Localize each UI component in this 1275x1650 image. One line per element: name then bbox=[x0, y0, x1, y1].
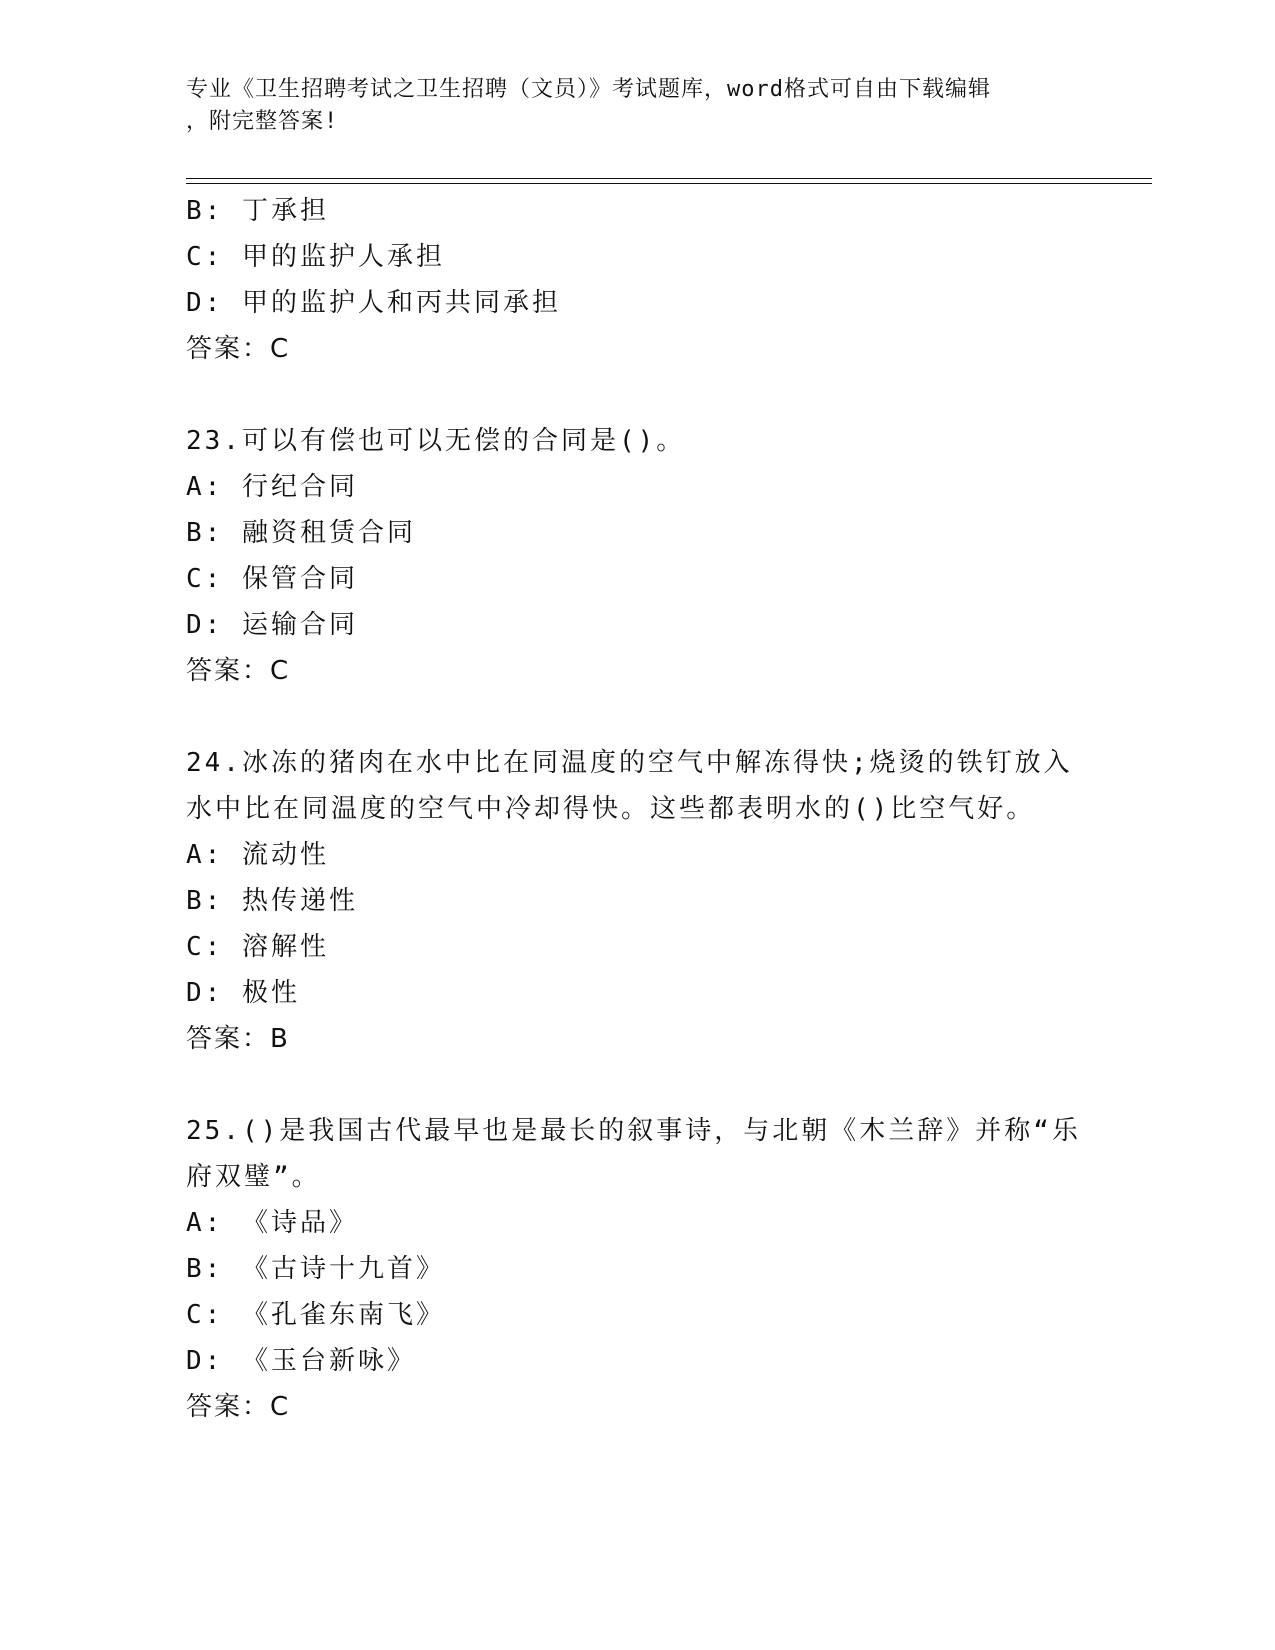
answer: 答案：B bbox=[186, 1024, 290, 1054]
option-d: D: 极性 bbox=[186, 978, 300, 1008]
question-25 bbox=[186, 1108, 1106, 1430]
question-stem: 23.可以有偿也可以无偿的合同是()。 bbox=[186, 426, 686, 456]
option-c: C: 保管合同 bbox=[186, 564, 358, 594]
question-stem-line-2: 府双璧”。 bbox=[186, 1162, 321, 1192]
option-a: A: 《诗品》 bbox=[186, 1208, 358, 1238]
page-header bbox=[186, 74, 1086, 138]
option-c: C: 《孔雀东南飞》 bbox=[186, 1300, 445, 1330]
option-b: B: 融资租赁合同 bbox=[186, 518, 416, 548]
option-b: B: 《古诗十九首》 bbox=[186, 1254, 445, 1284]
question-stem-line-2: 水中比在同温度的空气中冷却得快。这些都表明水的()比空气好。 bbox=[186, 794, 1036, 824]
question-23 bbox=[186, 418, 1106, 694]
option-a: A: 行纪合同 bbox=[186, 472, 358, 502]
question-22-partial bbox=[186, 188, 1106, 372]
header-divider-top bbox=[186, 178, 1152, 179]
answer: 答案：C bbox=[186, 334, 291, 364]
question-stem-line-1: 24.冰冻的猪肉在水中比在同温度的空气中解冻得快;烧烫的铁钉放入 bbox=[186, 748, 1073, 778]
header-divider-bottom bbox=[186, 183, 1152, 184]
answer: 答案：C bbox=[186, 656, 291, 686]
header-line-1: 专业《卫生招聘考试之卫生招聘（文员）》考试题库，word格式可自由下载编辑 bbox=[186, 77, 991, 102]
question-list bbox=[186, 188, 1106, 1430]
question-stem-line-1: 25.()是我国古代最早也是最长的叙事诗，与北朝《木兰辞》并称“乐 bbox=[186, 1116, 1081, 1146]
answer: 答案：C bbox=[186, 1392, 291, 1422]
option-d: D: 《玉台新咏》 bbox=[186, 1346, 416, 1376]
option-d: D: 甲的监护人和丙共同承担 bbox=[186, 288, 561, 318]
option-c: C: 甲的监护人承担 bbox=[186, 242, 445, 272]
header-line-2: ，附完整答案! bbox=[186, 109, 339, 134]
question-24 bbox=[186, 740, 1106, 1062]
option-b: B: 丁承担 bbox=[186, 196, 329, 226]
option-b: B: 热传递性 bbox=[186, 886, 358, 916]
option-a: A: 流动性 bbox=[186, 840, 329, 870]
option-c: C: 溶解性 bbox=[186, 932, 329, 962]
option-d: D: 运输合同 bbox=[186, 610, 358, 640]
